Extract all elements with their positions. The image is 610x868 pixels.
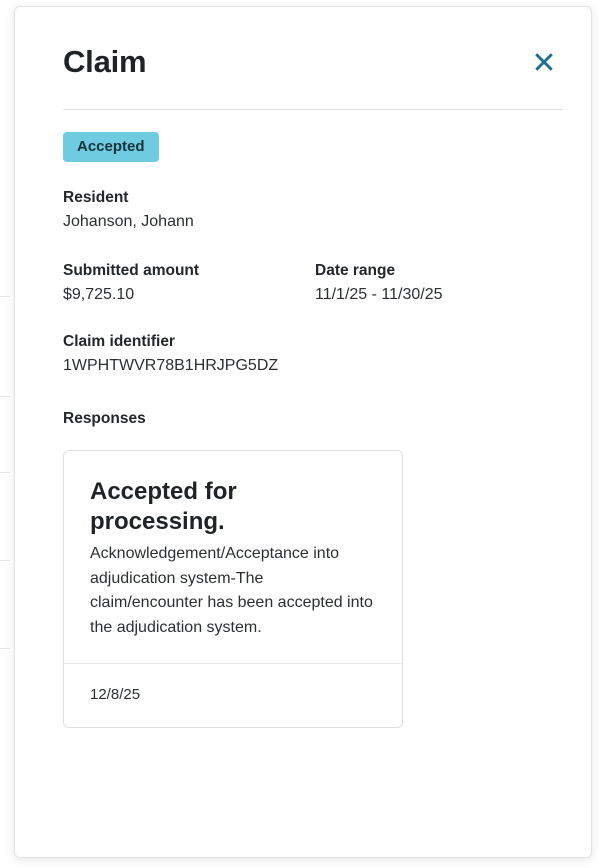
date-range-label: Date range (315, 261, 396, 279)
background-rule (0, 472, 10, 473)
submitted-amount-value: $9,725.10 (63, 285, 135, 303)
background-rule (0, 560, 10, 561)
page-title: Claim (63, 44, 147, 79)
resident-field (63, 188, 563, 233)
date-range-field (315, 261, 563, 306)
background-rule (0, 396, 10, 397)
submitted-amount-label: Submitted amount (63, 261, 200, 279)
claim-detail-modal (14, 6, 592, 858)
close-icon-glyph (534, 52, 554, 72)
close-icon[interactable] (529, 47, 559, 77)
response-text: Acknowledgement/Acceptance into adjudication system-The claim/encounter has been accepted into the adjudication system. (90, 544, 373, 637)
responses-label: Responses (63, 410, 146, 428)
claim-identifier-field (63, 332, 563, 377)
resident-value: Johanson, Johann (63, 213, 194, 231)
date-range-value: 11/1/25 - 11/30/25 (315, 285, 443, 303)
amount-date-row (63, 261, 563, 306)
response-body (64, 451, 402, 663)
status-badge: Accepted (63, 132, 159, 162)
response-title: Accepted for processing. (90, 478, 237, 535)
background-rule (0, 648, 10, 649)
modal-header (63, 7, 563, 79)
claim-identifier-value: 1WPHTWVR78B1HRJPG5DZ (63, 356, 279, 374)
resident-label: Resident (63, 189, 129, 207)
response-date: 12/8/25 (64, 663, 402, 727)
claim-identifier-label: Claim identifier (63, 332, 175, 350)
submitted-amount-field (63, 261, 315, 306)
response-card (63, 450, 403, 728)
header-divider (63, 109, 563, 110)
background-rule (0, 296, 10, 297)
